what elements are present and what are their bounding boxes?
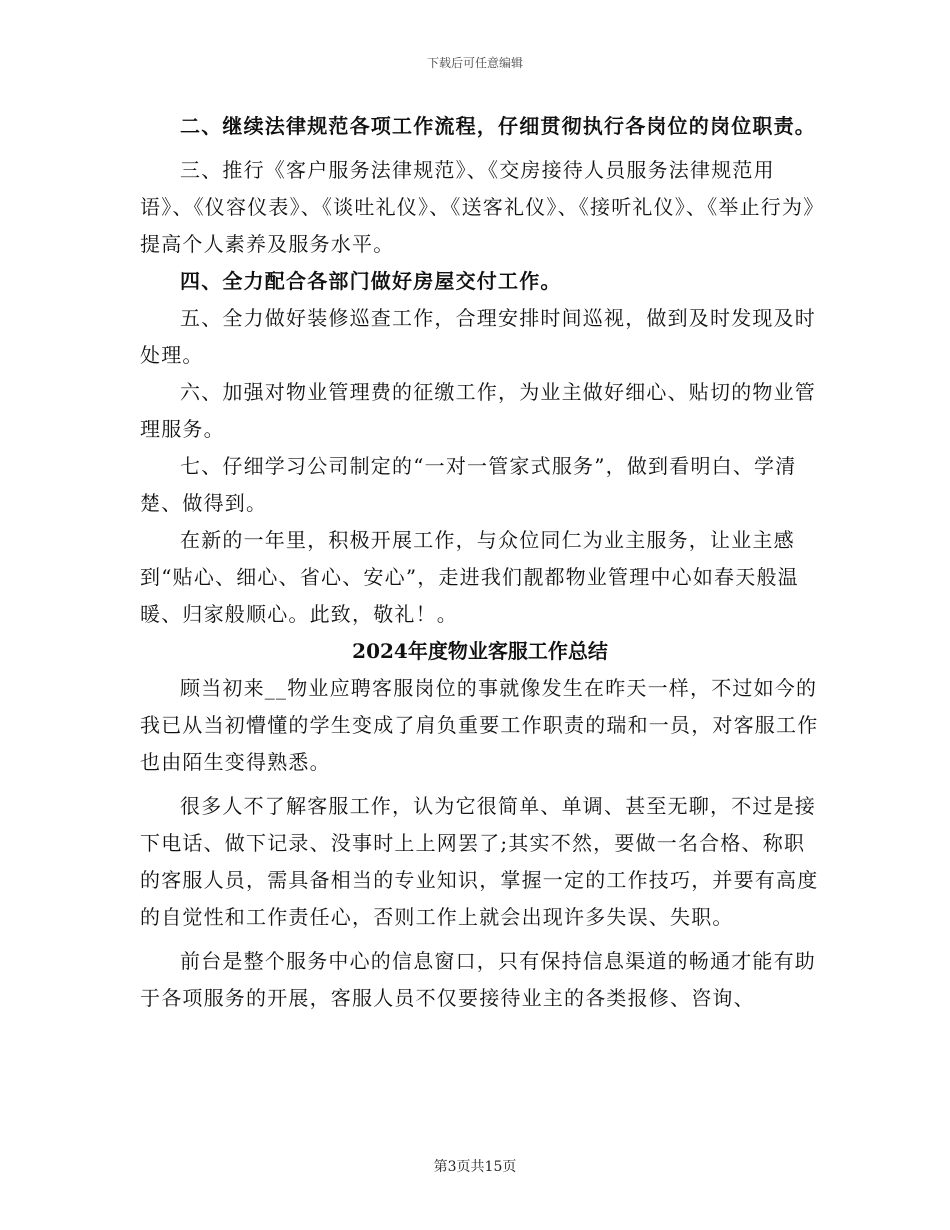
section-title: 2024年度物业客服工作总结 — [352, 639, 608, 663]
section-paragraph-2: 很多人不了解客服工作，认为它很简单、单调、甚至无聊，不过是接下电话、做下记录、没事时上上网罢了;其实不然，要做一名合格、称职的客服人员，需具备相当的专业知识，掌握一定的工作技巧，并要有高度的自觉性和工作责任心，否则工作上就会出现许多失误、失职。 — [140, 794, 819, 929]
document-body — [140, 108, 820, 1017]
paragraph-item-4: 四、全力配合各部门做好房屋交付工作。 — [180, 269, 562, 293]
closing-paragraph: 在新的一年里，积极开展工作，与众位同仁为业主服务，让业主感到“贴心、细心、省心、安心”，走进我们靓都物业管理中心如春天般温暖、归家般顺心。此致，敬礼！。 — [140, 528, 799, 626]
paragraph-item-2: 二、继续法律规范各项工作流程，仔细贯彻执行各岗位的岗位职责。 — [180, 114, 816, 138]
paragraph-item-7: 七、仔细学习公司制定的“一对一管家式服务”，做到看明白、学清楚、做得到。 — [140, 454, 797, 515]
paragraph-item-5: 五、全力做好装修巡查工作，合理安排时间巡视，做到及时发现及时处理。 — [140, 306, 816, 367]
paragraph-item-6: 六、加强对物业管理费的征缴工作，为业主做好细心、贴切的物业管理服务。 — [140, 380, 816, 441]
section-paragraph-3: 前台是整个服务中心的信息窗口，只有保持信息渠道的畅通才能有助于各项服务的开展，客服人员不仅要接待业主的各类报修、咨询、 — [140, 949, 816, 1010]
paragraph-item-3: 三、推行《客户服务法律规范》、《交房接待人员服务法律规范用语》、《仪容仪表》、《谈吐礼仪》、《送客礼仪》、《接听礼仪》、《举止行为》提高个人素养及服务水平。 — [140, 158, 815, 256]
page-footer: 第3页共15页 — [433, 1159, 517, 1175]
section-paragraph-1: 顾当初来__物业应聘客服岗位的事就像发生在昨天一样，不过如今的我已从当初懵懂的学生变成了肩负重要工作职责的瑞和一员，对客服工作也由陌生变得熟悉。 — [140, 676, 819, 774]
page-header: 下载后可任意编辑 — [426, 56, 523, 70]
